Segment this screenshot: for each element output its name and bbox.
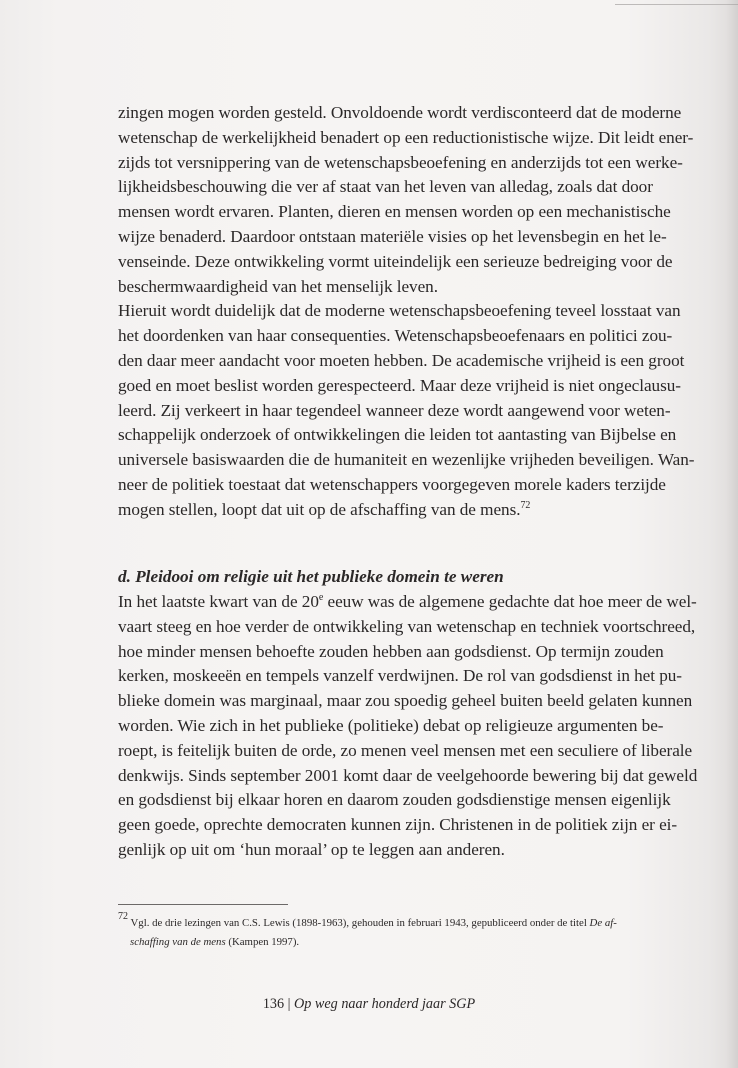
body-line: goed en moet beslist worden gerespecteerd. Maar deze vrijheid is niet ongeclausu- (118, 375, 681, 395)
body-line: het doordenken van haar consequenties. Wetenschapsbeoefenaars en politici zou- (118, 326, 673, 346)
body-line: lijkheidsbeschouwing die ver af staat van het leven van alledag, zoals dat door (118, 177, 653, 197)
section-line (118, 590, 697, 615)
footer-separator: | (284, 996, 295, 1012)
footnote-line (118, 911, 678, 933)
section-line: hoe minder mensen behoefte zouden hebben aan godsdienst. Op termijn zouden (118, 641, 664, 661)
section-line: geen goede, oprechte democraten kunnen zijn. Christenen in de politiek zijn er ei- (118, 815, 678, 835)
body-line: Hieruit wordt duidelijk dat de moderne wetenschapsbeoefening teveel losstaat van (118, 301, 681, 321)
footnote-number: 72 (118, 911, 128, 922)
footnote-divider (118, 904, 288, 905)
body-line: mensen wordt ervaren. Planten, dieren en mensen worden op een mechanistische (118, 202, 671, 222)
section-line: denkwijs. Sinds september 2001 komt daar de veelgehoorde bewering bij dat geweld (118, 765, 698, 785)
body-line: den daar meer aandacht voor moeten hebben. De academische vrijheid is een groot (118, 350, 685, 370)
page-edge-shadow (726, 0, 738, 1068)
body-line: schappelijk onderzoek of ontwikkelingen die leiden tot aantasting van Bijbelse en (118, 425, 677, 445)
footnote-title: De af- (589, 917, 617, 929)
body-line: leerd. Zij verkeert in haar tegendeel wanneer deze wordt aangewend voor weten- (118, 400, 671, 420)
section-line: kerken, moskeeën en tempels vanzelf verdwijnen. De rol van godsdienst in het pu- (118, 666, 682, 686)
ordinal-superscript: e (318, 592, 324, 603)
page-number: 136 (262, 996, 285, 1012)
footnote-text: Vgl. de drie lezingen van C.S. Lewis (1898-1963), gehouden in februari 1943, gepubliceerd onder de titel (128, 917, 590, 929)
footnote-line (118, 933, 678, 952)
footnote-reference[interactable]: 72 (520, 499, 531, 511)
footnote-text-end: (Kampen 1997). (225, 936, 300, 948)
section-line: roept, is feitelijk buiten de orde, zo menen veel mensen met een seculiere of liberale (118, 740, 693, 760)
body-line: neer de politiek toestaat dat wetenschappers voorgegeven morele kaders terzijde (118, 474, 666, 494)
section-line: blieke domein was marginaal, maar zou spoedig geheel buiten beeld gelaten kunnen (118, 691, 693, 711)
footnote (118, 911, 678, 952)
section-line: worden. Wie zich in het publieke (politieke) debat op religieuze argumenten be- (118, 715, 664, 735)
footnote-title-cont: schaffing van de mens (130, 936, 226, 948)
body-last-line-text: mogen stellen, loopt dat uit op de afschaffing van de mens. (118, 499, 521, 519)
running-title: Op weg naar honderd jaar SGP (294, 996, 476, 1012)
section-paragraph (118, 590, 698, 863)
body-line: universele basiswaarden die de humaniteit en wezenlijke vrijheden beveiligen. Wan- (118, 450, 695, 470)
section-line: vaart steeg en hoe verder de ontwikkeling van wetenschap en techniek voortschreed, (118, 616, 696, 636)
section-line: en godsdienst bij elkaar horen en daarom zouden godsdienstige mensen eigenlijk (118, 790, 671, 810)
body-paragraphs (118, 101, 695, 523)
section-line-start: In het laatste kwart van de 20 (118, 592, 319, 611)
body-line-last (118, 498, 671, 523)
body-line: zijds tot versnippering van de wetenschapsbeoefening en anderzijds tot een werke- (118, 152, 683, 172)
section-heading: d. Pleidooi om religie uit het publieke domein te weren (118, 567, 504, 586)
section-line: genlijk op uit om ‘hun moraal’ op te leggen aan anderen. (118, 839, 505, 859)
page-footer (0, 995, 738, 1013)
body-line: zingen mogen worden gesteld. Onvoldoende wordt verdisconteerd dat de moderne (118, 103, 682, 122)
body-line: wetenschap de werkelijkheid benadert op een reductionistische wijze. Dit leidt ener- (118, 127, 694, 147)
section-line-end: eeuw was de algemene gedachte dat hoe meer de wel- (323, 592, 697, 611)
body-line: wijze benaderd. Daardoor ontstaan materiële visies op het levensbegin en het le- (118, 226, 667, 246)
top-edge-rule (615, 4, 738, 5)
body-line: venseinde. Deze ontwikkeling vormt uiteindelijk een serieuze bedreiging voor de (118, 251, 673, 271)
body-line: beschermwaardigheid van het menselijk leven. (118, 276, 438, 296)
